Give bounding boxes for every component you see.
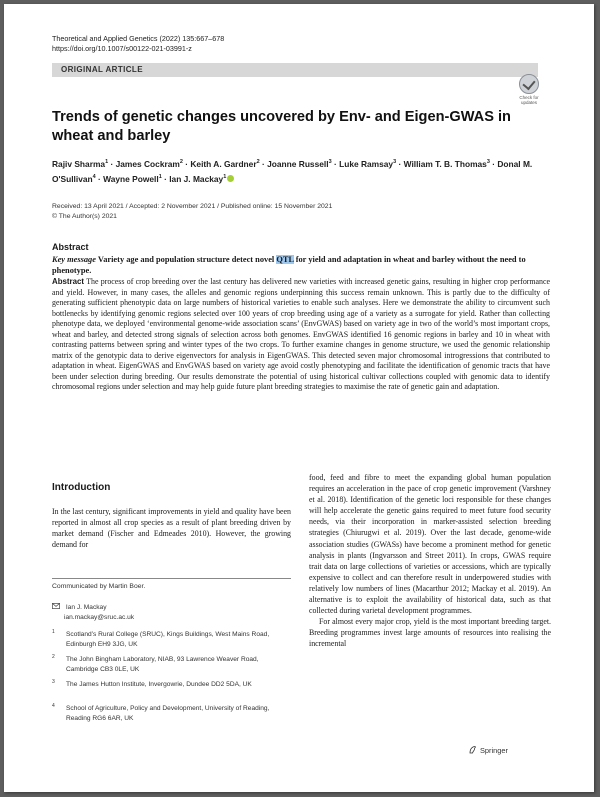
envelope-icon (52, 603, 64, 613)
journal-doi[interactable]: https://doi.org/10.1007/s00122-021-03991-z (52, 44, 192, 53)
affiliation-text: School of Agriculture, Policy and Development, University of Reading, Reading RG6 6AR, UK (66, 705, 270, 722)
author-affiliation-number: 1 (105, 159, 109, 165)
author-affiliation-number: 3 (328, 159, 332, 165)
affiliation-number: 4 (52, 703, 55, 709)
footnote-divider (52, 578, 291, 579)
orcid-icon[interactable] (227, 175, 234, 182)
highlighted-term: QTL (276, 255, 294, 264)
intro-paragraph-2: For almost every major crop, yield is the most important breeding target. Breeding programmes invest large amounts of resources into realising the incremental (309, 617, 551, 649)
author-affiliation-number: 3 (486, 159, 490, 165)
author-name[interactable]: James Cockram (115, 158, 180, 169)
intro-paragraph-1: food, feed and fibre to meet the expanding global human population requires an acceleration in the pace of crop genetic improvement (Varshney et al. 2018). Identification of the genetic loci responsible for these changes will help accelerate the genetic gains required to meet future food security needs, via their incorporation in marker-assisted selection breeding strategies (Chiurugwi et al. 2019). Over the last decade, genome-wide association studies (GWASs) have become a prominent method for genetic analysis in plants (Ingvarsson and Street 2011). In crops, GWAS require trait data on large collections of varieties or accessions, which are typically expensive to collect and can therefore result in underpowered studies with relatively low numbers of lines (Macarthur 2012; Mackay et al. 2019). An alternative is to exploit the availability of historical data, such as that collected during varietal development programmes. (309, 473, 551, 616)
dates-line: Received: 13 April 2021 / Accepted: 2 November 2021 / Published online: 15 November 2021 (52, 203, 333, 210)
author-name[interactable]: Rajiv Sharma (52, 158, 106, 169)
author-name[interactable]: Wayne Powell (103, 174, 159, 185)
affiliation-3 (52, 680, 287, 690)
affiliation-number: 1 (52, 629, 55, 635)
check-badge-line2: updates (520, 100, 537, 105)
author-name[interactable]: Keith A. Gardner (190, 158, 257, 169)
affiliation-text: The John Bingham Laboratory, NIAB, 93 Lawrence Weaver Road, Cambridge CB3 0LE, UK (66, 656, 259, 673)
key-message (52, 254, 550, 276)
check-for-updates-badge[interactable] (516, 74, 542, 104)
corresponding-author (52, 603, 134, 622)
check-updates-icon (519, 74, 539, 94)
copyright-line: © The Author(s) 2021 (52, 213, 117, 220)
abstract-section (52, 242, 550, 393)
abstract-body-label: Abstract (52, 277, 85, 286)
abstract-body-text: The process of crop breeding over the last century has delivered new varieties with increased genetic gains, resulting in higher crop performance and yield. However, in many cases, the alleles and genomic regions underpinning this success remain unknown. This is partly due to the difficulty of generating sufficient phenotypic data on large numbers of historical varieties to enable such analyses. Here we demonstrate the ability to circumvent such bottlenecks by identifying genomic regions selected over 100 years of crop breeding using age of a variety as a surrogate for yield. Rather than collecting phenotype data, we deployed ‘environmental genome-wide association scans’ (EnvGWAS) based on variety age in two of the world’s most important crops, wheat and barley, and detected strong signals of selection across both genomes. EnvGWAS identified 16 genomic regions in barley and 10 in wheat with contrasting patterns between spring and winter types of the two crops. To further examine changes in genome structure, we used the genomic relationship matrix of the genotypic data to derive eigenvectors for analysis in EigenGWAS. This detected seven major chromosomal introgressions that contributed to adaptation in wheat. EigenGWAS and EnvGWAS based on variety age avoid costly phenotyping and facilitate the identification of genomic tracts that have been under selection during breeding. Our results demonstrate the potential of using historical cultivar collections coupled with genomic data to identify chromosomal regions under selection and may help guide future plant breeding strategies to maximise the rate of genetic gain and adaptation. (52, 277, 550, 392)
abstract-heading: Abstract (52, 242, 89, 252)
article-type-banner: ORIGINAL ARTICLE (52, 63, 538, 77)
author-affiliation-number: 3 (393, 159, 397, 165)
author-name[interactable]: Ian J. Mackay (169, 174, 224, 185)
affiliation-number: 3 (52, 679, 55, 685)
publisher-name: Springer (480, 746, 508, 755)
author-affiliation-number: 2 (179, 159, 183, 165)
author-list: Rajiv Sharma$^1$ · James Cockram$^2$ · Keith A. Gardner$^2$ · Joanne Russell$^3$ · Luke Ramsay$^3$ · William T. B. Thomas$^3$ · Donal M. O'Sullivan$^4$ · Wayne Powell$^1$ · Ian J. Mackay$^1$ (52, 158, 533, 185)
affiliation-1 (52, 630, 287, 649)
journal-citation: Theoretical and Applied Genetics (2022) 135:667–678 (52, 34, 225, 43)
introduction-heading: Introduction (52, 482, 111, 493)
author-affiliation-number: 1 (223, 174, 227, 181)
affiliation-text: Scotland’s Rural College (SRUC), Kings Buildings, West Mains Road, Edinburgh EH9 3JG, UK (66, 631, 270, 648)
key-message-text-post: for yield and adaptation in wheat and barley without the need to phenotype. (52, 255, 526, 275)
author-affiliation-number: 2 (256, 159, 260, 165)
check-badge-line1: Check for (519, 95, 539, 100)
intro-right-column (309, 472, 551, 650)
key-message-text-pre: Variety age and population structure detect novel (97, 255, 275, 264)
author-affiliation-number: 4 (92, 174, 96, 181)
affiliation-2 (52, 655, 287, 674)
abstract-body (52, 277, 550, 393)
publisher-logo (468, 745, 508, 755)
intro-left-column: In the last century, significant improvements in yield and quality have been reported in almost all crop species as a result of plant breeding driven by market demand (Fischer and Edmeades 2010). However, the growing demand for (52, 507, 291, 550)
springer-horse-icon (468, 745, 477, 754)
author-name[interactable]: Donal M. O'Sullivan (52, 158, 533, 185)
author-name[interactable]: Joanne Russell (267, 158, 329, 169)
affiliation-text: The James Hutton Institute, Invergowrie, Dundee DD2 5DA, UK (66, 681, 252, 688)
author-name[interactable]: Luke Ramsay (339, 158, 394, 169)
author-affiliation-number: 1 (158, 174, 162, 181)
paper-page (4, 4, 594, 792)
affiliation-4 (52, 704, 287, 723)
contact-name: Ian J. Mackay (65, 604, 107, 611)
author-name[interactable]: William T. B. Thomas (403, 158, 487, 169)
contact-email[interactable]: ian.mackay@sruc.ac.uk (64, 613, 135, 621)
key-message-label: Key message (52, 255, 96, 264)
communicated-by: Communicated by Martin Boer. (52, 583, 146, 590)
publication-dates (52, 202, 332, 222)
journal-header (52, 34, 224, 54)
article-title: Trends of genetic changes uncovered by Env- and Eigen-GWAS in wheat and barley (52, 109, 511, 144)
affiliation-number: 2 (52, 654, 55, 660)
